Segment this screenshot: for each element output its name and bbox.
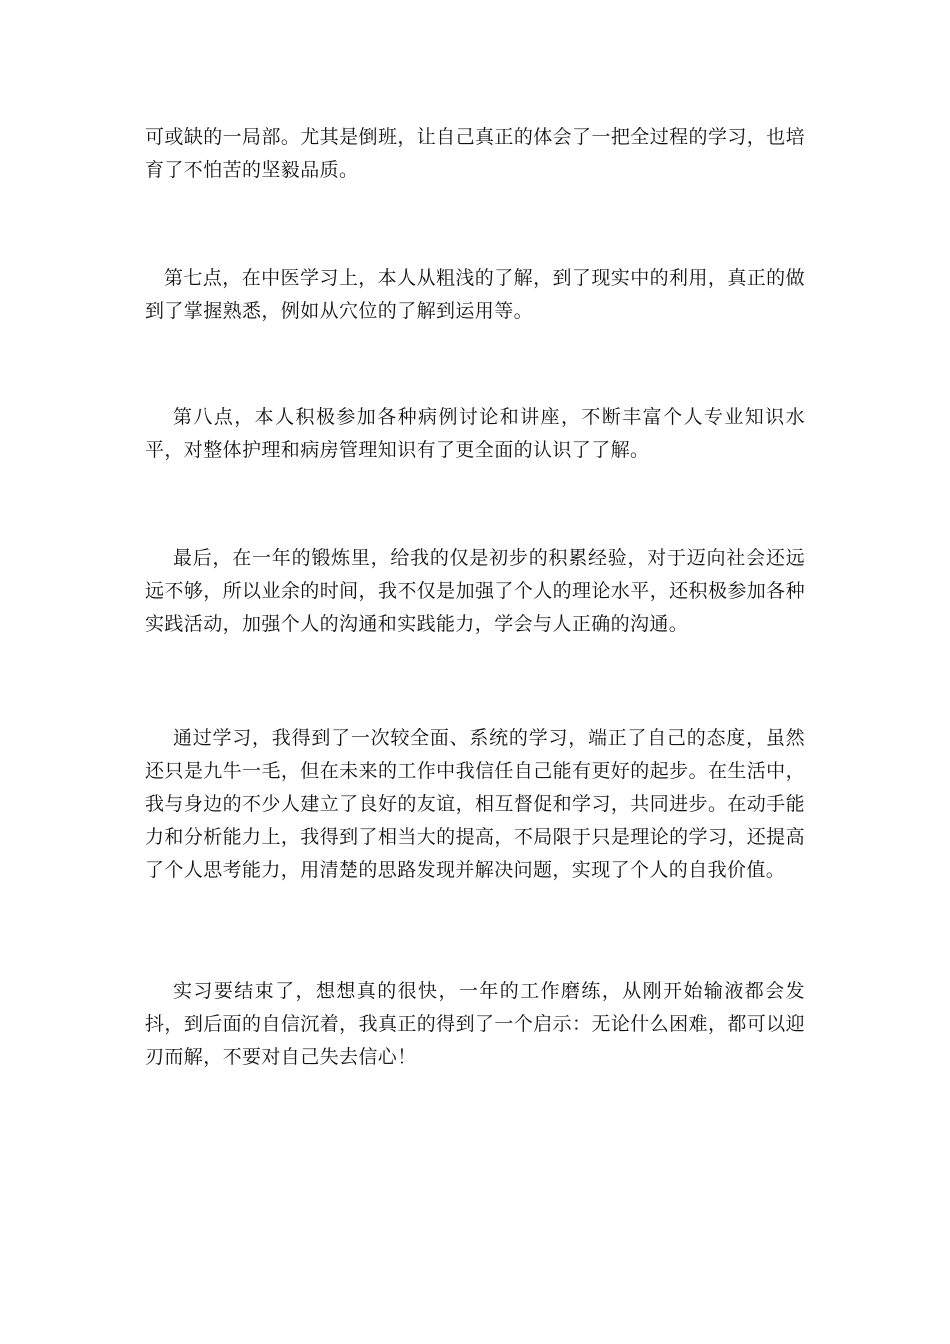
paragraph-point-eight: 第八点，本人积极参加各种病例讨论和讲座，不断丰富个人专业知识水平，对整体护理和病房管理知识有了更全面的认识了了解。 [145, 406, 805, 461]
paragraph-continuation: 可或缺的一局部。尤其是倒班，让自己真正的体会了一把全过程的学习，也培育了不怕苦的坚毅品质。 [145, 126, 805, 181]
paragraph-finally: 最后，在一年的锻炼里，给我的仅是初步的积累经验，对于迈向社会还远远不够，所以业余的时间，我不仅是加强了个人的理论水平，还积极参加各种实践活动，加强个人的沟通和实践能力，学会与人正确的沟通。 [145, 547, 805, 635]
paragraph-point-seven: 第七点，在中医学习上，本人从粗浅的了解，到了现实中的利用，真正的做到了掌握熟悉，例如从穴位的了解到运用等。 [145, 267, 805, 322]
paragraph-through-study: 通过学习，我得到了一次较全面、系统的学习，端正了自己的态度，虽然还只是九牛一毛，但在未来的工作中我信任自己能有更好的起步。在生活中，我与身边的不少人建立了良好的友谊，相互督促和学习，共同进步。在动手能力和分析能力上，我得到了相当大的提高，不局限于只是理论的学习，还提高了个人思考能力，用清楚的思路发现并解决问题，实现了个人的自我价值。 [145, 727, 805, 881]
paragraph-conclusion: 实习要结束了，想想真的很快，一年的工作磨练，从刚开始输液都会发抖，到后面的自信沉着，我真正的得到了一个启示：无论什么困难，都可以迎刃而解，不要对自己失去信心！ [145, 980, 805, 1068]
